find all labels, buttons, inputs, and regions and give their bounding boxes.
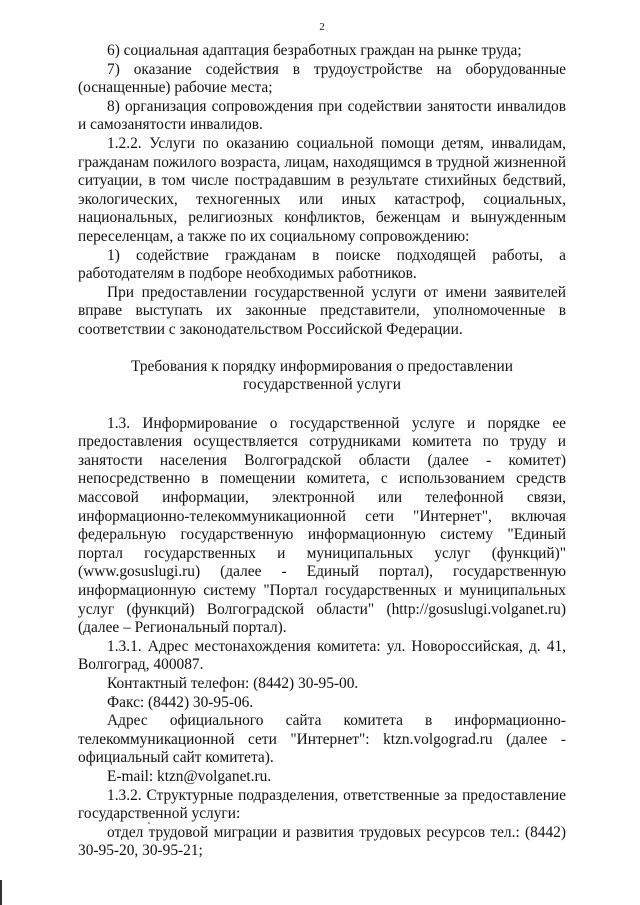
paragraph-item-8: 8) организация сопровождения при содействии занятости инвалидов и самозанятости инвалидов. [78, 97, 566, 134]
paragraph-representatives: При предоставлении государственной услуги от имени заявителей вправе выступать их законные представители, уполномоченные в соответствии с законодательством Российской Федерации. [78, 283, 566, 338]
paragraph-migration-dept: отдел трудовой миграции и развития трудовых ресурсов тел.: (8442) 30-95-20, 30-95-21; [78, 823, 566, 860]
scan-dot [148, 822, 150, 824]
paragraph-email: E-mail: ktzn@volganet.ru. [107, 767, 272, 785]
paragraph-phone: Контактный телефон: (8442) 30-95-00. [107, 675, 359, 692]
paragraph-item-6: 6) социальная адаптация безработных граждан на рынке труда; [107, 42, 522, 59]
scan-edge-mark [0, 880, 2, 905]
document-page [78, 20, 566, 861]
paragraph-1-3-2: 1.3.2. Структурные подразделения, ответственные за предоставление государственной услуги: [78, 786, 566, 823]
page-number: 2 [319, 21, 325, 33]
section-heading: Требования к порядку информирования о предоставлении государственной услуги [131, 357, 513, 394]
paragraph-subitem-1: 1) содействие гражданам в поиске подходящей работы, а работодателям в подборе необходимых работников. [78, 246, 566, 283]
paragraph-fax: Факс: (8442) 30-95-06. [107, 693, 254, 711]
paragraph-1-3: 1.3. Информирование о государственной услуге и порядке ее предоставления осуществляется сотрудниками комитета по труду и занятости населения Волгоградской области (далее - комитет) непосредственно в помещении комитета, с использованием средств массовой информации, электронной или телефонной связи, информационно-телекоммуникационной сети "Интернет", включая федеральную государственную информационную систему "Единый портал государственных и муниципальных услуг (функций)" (www.gosuslugi.ru) (далее - Единый портал), государственную информационную систему "Портал государственных и муниципальных услуг (функций) Волгоградской области" (http://gosuslugi.volganet.ru) (далее – Региональный портал). [78, 414, 566, 637]
paragraph-website: Адрес официального сайта комитета в информационно-телекоммуникационной сети "Интернет": ktzn.volgograd.ru (далее - официальный сайт комитета). [78, 712, 566, 767]
paragraph-1-3-1-address: 1.3.1. Адрес местонахождения комитета: ул. Новороссийская, д. 41, Волгоград, 400087. [78, 637, 566, 674]
paragraph-1-2-2: 1.2.2. Услуги по оказанию социальной помощи детям, инвалидам, гражданам пожилого возраста, лицам, находящимся в трудной жизненной ситуации, в том числе пострадавшим в результате стихийных бедствий, экологических, техногенных или иных катастроф, социальных, национальных, религиозных конфликтов, беженцам и вынужденным переселенцам, а также по их социальному сопровождению: [78, 134, 566, 245]
paragraph-item-7: 7) оказание содействия в трудоустройстве на оборудованные (оснащенные) рабочие места; [78, 60, 566, 97]
